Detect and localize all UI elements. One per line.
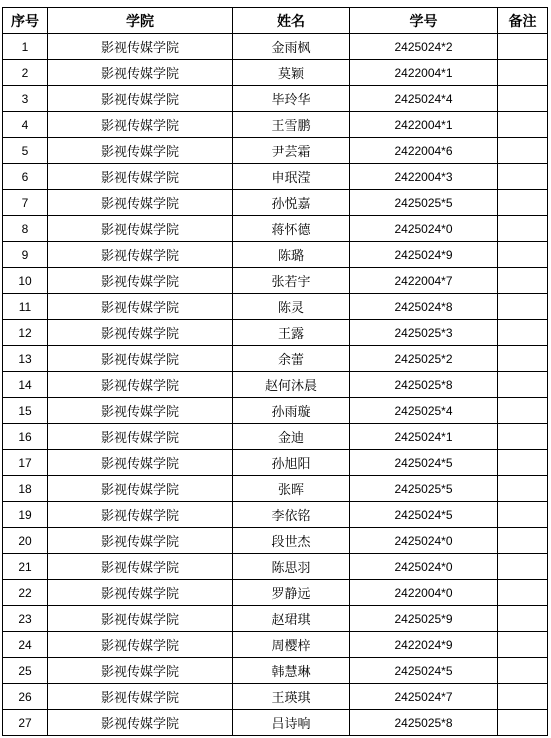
cell-student-id: 2425024*5 [350,502,498,528]
cell-student-id: 2425025*3 [350,320,498,346]
cell-name: 王雪鹏 [233,112,350,138]
cell-remarks [498,502,548,528]
cell-college: 影视传媒学院 [48,554,233,580]
table-row [3,190,548,216]
table-row [3,34,548,60]
cell-seq: 20 [3,528,48,554]
table-row [3,606,548,632]
cell-name: 余蕾 [233,346,350,372]
cell-seq: 22 [3,580,48,606]
cell-name: 莫颖 [233,60,350,86]
cell-name: 孙雨璇 [233,398,350,424]
cell-student-id: 2422004*1 [350,60,498,86]
table-row [3,554,548,580]
cell-remarks [498,112,548,138]
header-college: 学院 [48,8,233,34]
cell-student-id: 2425024*0 [350,216,498,242]
cell-name: 段世杰 [233,528,350,554]
cell-college: 影视传媒学院 [48,346,233,372]
cell-remarks [498,424,548,450]
cell-college: 影视传媒学院 [48,216,233,242]
cell-remarks [498,658,548,684]
cell-seq: 2 [3,60,48,86]
cell-remarks [498,398,548,424]
cell-college: 影视传媒学院 [48,658,233,684]
cell-student-id: 2422004*0 [350,580,498,606]
cell-college: 影视传媒学院 [48,138,233,164]
table-row [3,268,548,294]
cell-remarks [498,554,548,580]
cell-student-id: 2425025*8 [350,372,498,398]
cell-student-id: 2425024*5 [350,658,498,684]
cell-seq: 19 [3,502,48,528]
cell-college: 影视传媒学院 [48,34,233,60]
cell-student-id: 2425024*0 [350,528,498,554]
cell-name: 金雨枫 [233,34,350,60]
cell-student-id: 2422004*7 [350,268,498,294]
cell-name: 罗静远 [233,580,350,606]
cell-remarks [498,60,548,86]
cell-remarks [498,242,548,268]
table-row [3,710,548,736]
table-row [3,632,548,658]
cell-college: 影视传媒学院 [48,164,233,190]
table-row [3,502,548,528]
table-row [3,684,548,710]
cell-seq: 4 [3,112,48,138]
table-row [3,346,548,372]
cell-student-id: 2422004*6 [350,138,498,164]
cell-remarks [498,580,548,606]
cell-name: 蒋怀德 [233,216,350,242]
header-name: 姓名 [233,8,350,34]
cell-student-id: 2425025*5 [350,190,498,216]
table-header [3,8,548,34]
cell-remarks [498,528,548,554]
cell-student-id: 2425024*9 [350,242,498,268]
table-row [3,138,548,164]
header-row [3,8,548,34]
table-row [3,450,548,476]
cell-remarks [498,190,548,216]
cell-seq: 17 [3,450,48,476]
cell-college: 影视传媒学院 [48,450,233,476]
cell-name: 毕玲华 [233,86,350,112]
cell-student-id: 2425024*1 [350,424,498,450]
cell-student-id: 2425024*2 [350,34,498,60]
cell-college: 影视传媒学院 [48,398,233,424]
cell-seq: 10 [3,268,48,294]
cell-remarks [498,294,548,320]
table-row [3,112,548,138]
cell-name: 王露 [233,320,350,346]
cell-college: 影视传媒学院 [48,710,233,736]
cell-name: 孙旭阳 [233,450,350,476]
cell-remarks [498,216,548,242]
cell-seq: 23 [3,606,48,632]
cell-seq: 26 [3,684,48,710]
cell-seq: 14 [3,372,48,398]
table-row [3,164,548,190]
cell-student-id: 2425025*5 [350,476,498,502]
cell-remarks [498,710,548,736]
cell-college: 影视传媒学院 [48,320,233,346]
cell-name: 张若宇 [233,268,350,294]
cell-college: 影视传媒学院 [48,528,233,554]
cell-seq: 21 [3,554,48,580]
cell-college: 影视传媒学院 [48,632,233,658]
cell-name: 李依铭 [233,502,350,528]
cell-college: 影视传媒学院 [48,60,233,86]
cell-seq: 25 [3,658,48,684]
cell-seq: 13 [3,346,48,372]
cell-seq: 16 [3,424,48,450]
cell-college: 影视传媒学院 [48,502,233,528]
table-row [3,242,548,268]
cell-remarks [498,476,548,502]
cell-name: 申珉滢 [233,164,350,190]
cell-name: 陈璐 [233,242,350,268]
cell-college: 影视传媒学院 [48,606,233,632]
cell-seq: 24 [3,632,48,658]
cell-college: 影视传媒学院 [48,268,233,294]
cell-name: 尹芸霜 [233,138,350,164]
table-body [3,34,548,736]
cell-name: 赵珺琪 [233,606,350,632]
cell-seq: 15 [3,398,48,424]
cell-student-id: 2425025*2 [350,346,498,372]
cell-remarks [498,346,548,372]
cell-student-id: 2425025*8 [350,710,498,736]
cell-name: 陈灵 [233,294,350,320]
cell-remarks [498,372,548,398]
cell-name: 王瑛琪 [233,684,350,710]
cell-name: 孙悦嘉 [233,190,350,216]
cell-student-id: 2425025*4 [350,398,498,424]
cell-college: 影视传媒学院 [48,476,233,502]
cell-seq: 5 [3,138,48,164]
cell-remarks [498,138,548,164]
cell-student-id: 2425024*4 [350,86,498,112]
cell-student-id: 2422004*3 [350,164,498,190]
cell-remarks [498,268,548,294]
cell-name: 吕诗响 [233,710,350,736]
table-row [3,424,548,450]
cell-college: 影视传媒学院 [48,242,233,268]
cell-college: 影视传媒学院 [48,372,233,398]
table-row [3,398,548,424]
cell-seq: 18 [3,476,48,502]
cell-name: 周樱梓 [233,632,350,658]
cell-seq: 6 [3,164,48,190]
table-row [3,320,548,346]
cell-remarks [498,164,548,190]
cell-college: 影视传媒学院 [48,580,233,606]
cell-college: 影视传媒学院 [48,684,233,710]
cell-remarks [498,606,548,632]
table-row [3,528,548,554]
cell-name: 韩慧琳 [233,658,350,684]
cell-student-id: 2425024*5 [350,450,498,476]
cell-remarks [498,34,548,60]
cell-seq: 1 [3,34,48,60]
cell-name: 赵何沐晨 [233,372,350,398]
cell-seq: 7 [3,190,48,216]
cell-student-id: 2425024*8 [350,294,498,320]
cell-remarks [498,450,548,476]
header-student-id: 学号 [350,8,498,34]
cell-college: 影视传媒学院 [48,86,233,112]
table-row [3,86,548,112]
cell-seq: 9 [3,242,48,268]
cell-remarks [498,86,548,112]
table-row [3,60,548,86]
cell-seq: 12 [3,320,48,346]
cell-student-id: 2422004*1 [350,112,498,138]
cell-remarks [498,320,548,346]
cell-college: 影视传媒学院 [48,424,233,450]
cell-student-id: 2425025*9 [350,606,498,632]
table-row [3,658,548,684]
cell-seq: 3 [3,86,48,112]
cell-seq: 11 [3,294,48,320]
cell-seq: 8 [3,216,48,242]
student-roster-table [2,7,548,736]
header-remarks: 备注 [498,8,548,34]
cell-college: 影视传媒学院 [48,190,233,216]
table-row [3,580,548,606]
cell-student-id: 2422024*9 [350,632,498,658]
cell-name: 张晖 [233,476,350,502]
cell-remarks [498,684,548,710]
cell-name: 陈思羽 [233,554,350,580]
table-row [3,294,548,320]
cell-college: 影视传媒学院 [48,112,233,138]
cell-seq: 27 [3,710,48,736]
header-seq: 序号 [3,8,48,34]
cell-remarks [498,632,548,658]
cell-college: 影视传媒学院 [48,294,233,320]
cell-student-id: 2425024*0 [350,554,498,580]
table-row [3,476,548,502]
cell-student-id: 2425024*7 [350,684,498,710]
cell-name: 金迪 [233,424,350,450]
table-row [3,216,548,242]
table-row [3,372,548,398]
